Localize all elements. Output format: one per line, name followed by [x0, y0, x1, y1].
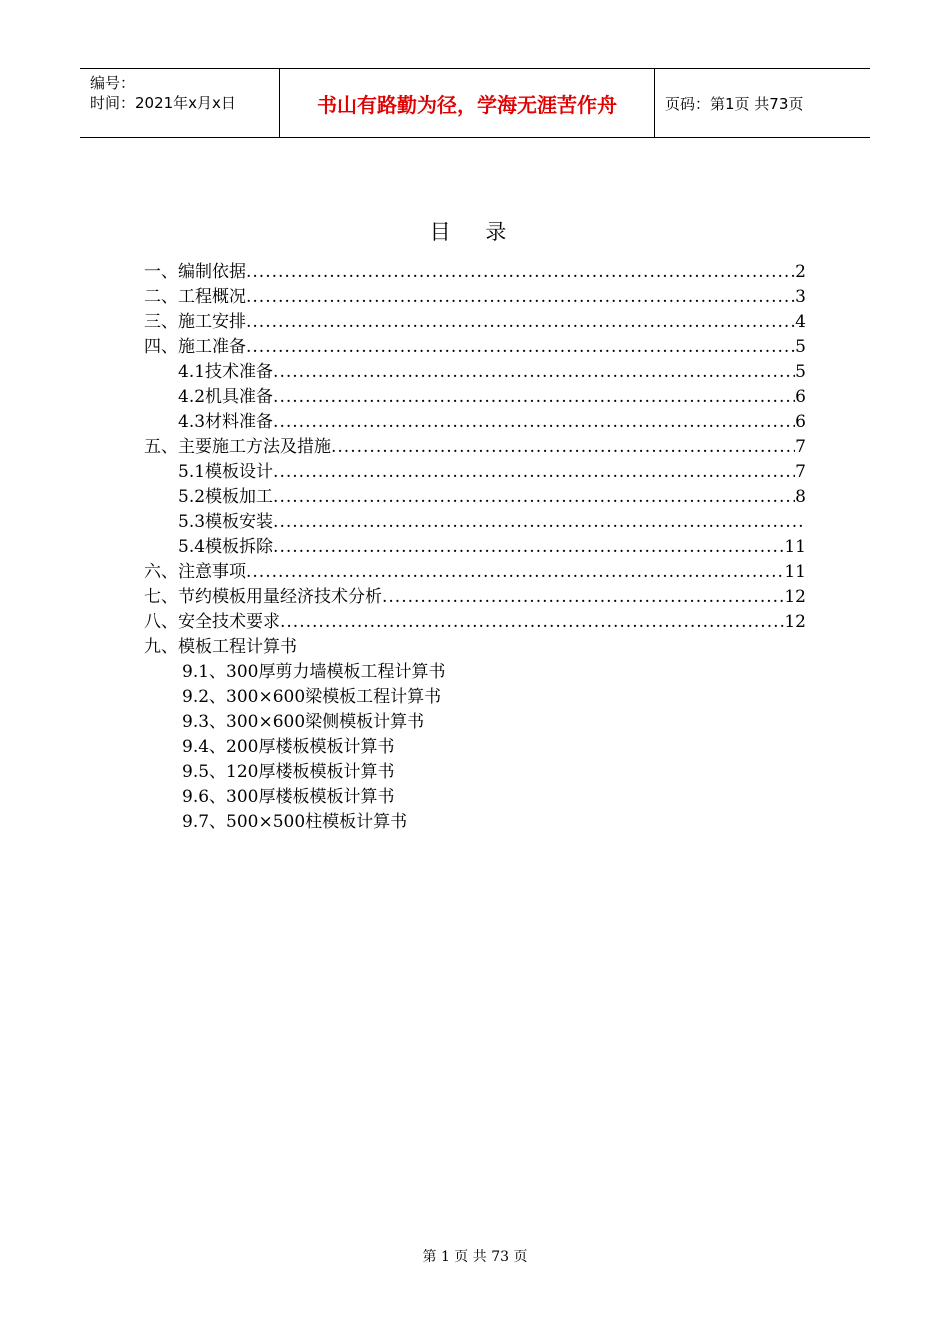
header-motto: 书山有路勤为径，学海无涯苦作舟 [280, 69, 655, 137]
toc-entry-label: 四、施工准备 [144, 337, 246, 357]
toc-entry-page: 5 [795, 337, 806, 357]
toc-entry[interactable] [144, 310, 806, 335]
toc-entry-label: 4.3材料准备 [178, 412, 274, 432]
toc-leader-dots [273, 410, 795, 435]
toc-subentry[interactable] [144, 785, 806, 810]
toc-leader-dots [280, 610, 784, 635]
toc-title: 目 录 [429, 220, 521, 244]
toc-leader-dots [246, 335, 795, 360]
header-meta [80, 69, 280, 137]
toc-leader-dots [273, 385, 795, 410]
toc-entry-label: 五、主要施工方法及措施 [144, 437, 331, 457]
toc-subentry[interactable] [144, 760, 806, 785]
toc-leader-dots [246, 560, 784, 585]
toc-entry[interactable] [144, 435, 806, 460]
toc-subentry[interactable] [144, 460, 806, 485]
toc-entry-page: 11 [784, 537, 806, 557]
toc-entry-label: 9.5、120厚楼板模板计算书 [182, 762, 395, 782]
toc-entry-label: 4.1技术准备 [178, 362, 274, 382]
toc-entry-label: 5.2模板加工 [178, 487, 274, 507]
toc-leader-dots [273, 460, 795, 485]
number-label: 编号： [90, 74, 136, 92]
toc-entry-label: 七、节约模板用量经济技术分析 [144, 587, 382, 607]
toc-subentry[interactable] [144, 660, 806, 685]
toc-subentry[interactable] [144, 360, 806, 385]
toc-subentry[interactable] [144, 810, 806, 835]
toc-entry-label: 5.1模板设计 [178, 462, 274, 482]
toc-entry-page: 3 [795, 287, 806, 307]
toc-entry-label: 5.3模板安装 [178, 512, 274, 532]
toc-entry-label: 九、模板工程计算书 [144, 637, 297, 657]
toc-entry-label: 一、编制依据 [144, 262, 246, 282]
toc-leader-dots [331, 435, 795, 460]
toc-entry-label: 9.2、300×600梁模板工程计算书 [182, 687, 442, 707]
toc-entry-page: 12 [784, 612, 806, 632]
toc-entry-page: 6 [795, 387, 806, 407]
toc-entry-page: 8 [795, 487, 806, 507]
toc-leader-dots [273, 485, 795, 510]
toc-leader-dots [246, 310, 795, 335]
toc-entry[interactable] [144, 260, 806, 285]
toc-entry[interactable] [144, 635, 806, 660]
toc-leader-dots [273, 535, 784, 560]
toc-entry-page: 5 [795, 362, 806, 382]
toc-leader-dots [273, 510, 806, 535]
toc-entry-page: 7 [795, 462, 806, 482]
toc-subentry[interactable] [144, 710, 806, 735]
toc-leader-dots [382, 585, 784, 610]
toc-entry-label: 9.3、300×600梁侧模板计算书 [182, 712, 425, 732]
toc-entry[interactable] [144, 560, 806, 585]
toc-entry-label: 三、施工安排 [144, 312, 246, 332]
toc-subentry[interactable] [144, 685, 806, 710]
toc-entry-label: 二、工程概况 [144, 287, 246, 307]
toc-leader-dots [246, 260, 795, 285]
toc-entry-page: 11 [784, 562, 806, 582]
toc-entry-label: 9.4、200厚楼板模板计算书 [182, 737, 395, 757]
toc-leader-dots [273, 360, 795, 385]
toc-entry[interactable] [144, 285, 806, 310]
toc-subentry[interactable] [144, 510, 806, 535]
toc-subentry[interactable] [144, 535, 806, 560]
toc-subentry[interactable] [144, 410, 806, 435]
toc-subentry[interactable] [144, 385, 806, 410]
toc-subentry[interactable] [144, 735, 806, 760]
toc-entry-label: 9.1、300厚剪力墙模板工程计算书 [182, 662, 446, 682]
toc-entry-label: 9.7、500×500柱模板计算书 [182, 812, 408, 832]
toc-entry[interactable] [144, 585, 806, 610]
toc-entry-label: 4.2机具准备 [178, 387, 274, 407]
time-label: 时间：2021年x月x日 [90, 94, 236, 112]
page-footer: 第 1 页 共 73 页 [422, 1249, 528, 1265]
toc-entry-page: 4 [795, 312, 806, 332]
toc-entry-label: 六、注意事项 [144, 562, 246, 582]
page-header [80, 68, 870, 138]
header-page-info: 页码：第1页 共73页 [665, 94, 804, 113]
toc-entry[interactable] [144, 610, 806, 635]
table-of-contents [144, 260, 806, 835]
toc-entry-page: 12 [784, 587, 806, 607]
toc-entry-label: 八、安全技术要求 [144, 612, 280, 632]
toc-entry-page: 7 [795, 437, 806, 457]
toc-leader-dots [246, 285, 795, 310]
toc-entry-page: 2 [795, 262, 806, 282]
toc-entry[interactable] [144, 335, 806, 360]
toc-entry-label: 5.4模板拆除 [178, 537, 274, 557]
toc-subentry[interactable] [144, 485, 806, 510]
toc-entry-page: 6 [795, 412, 806, 432]
toc-entry-label: 9.6、300厚楼板模板计算书 [182, 787, 395, 807]
